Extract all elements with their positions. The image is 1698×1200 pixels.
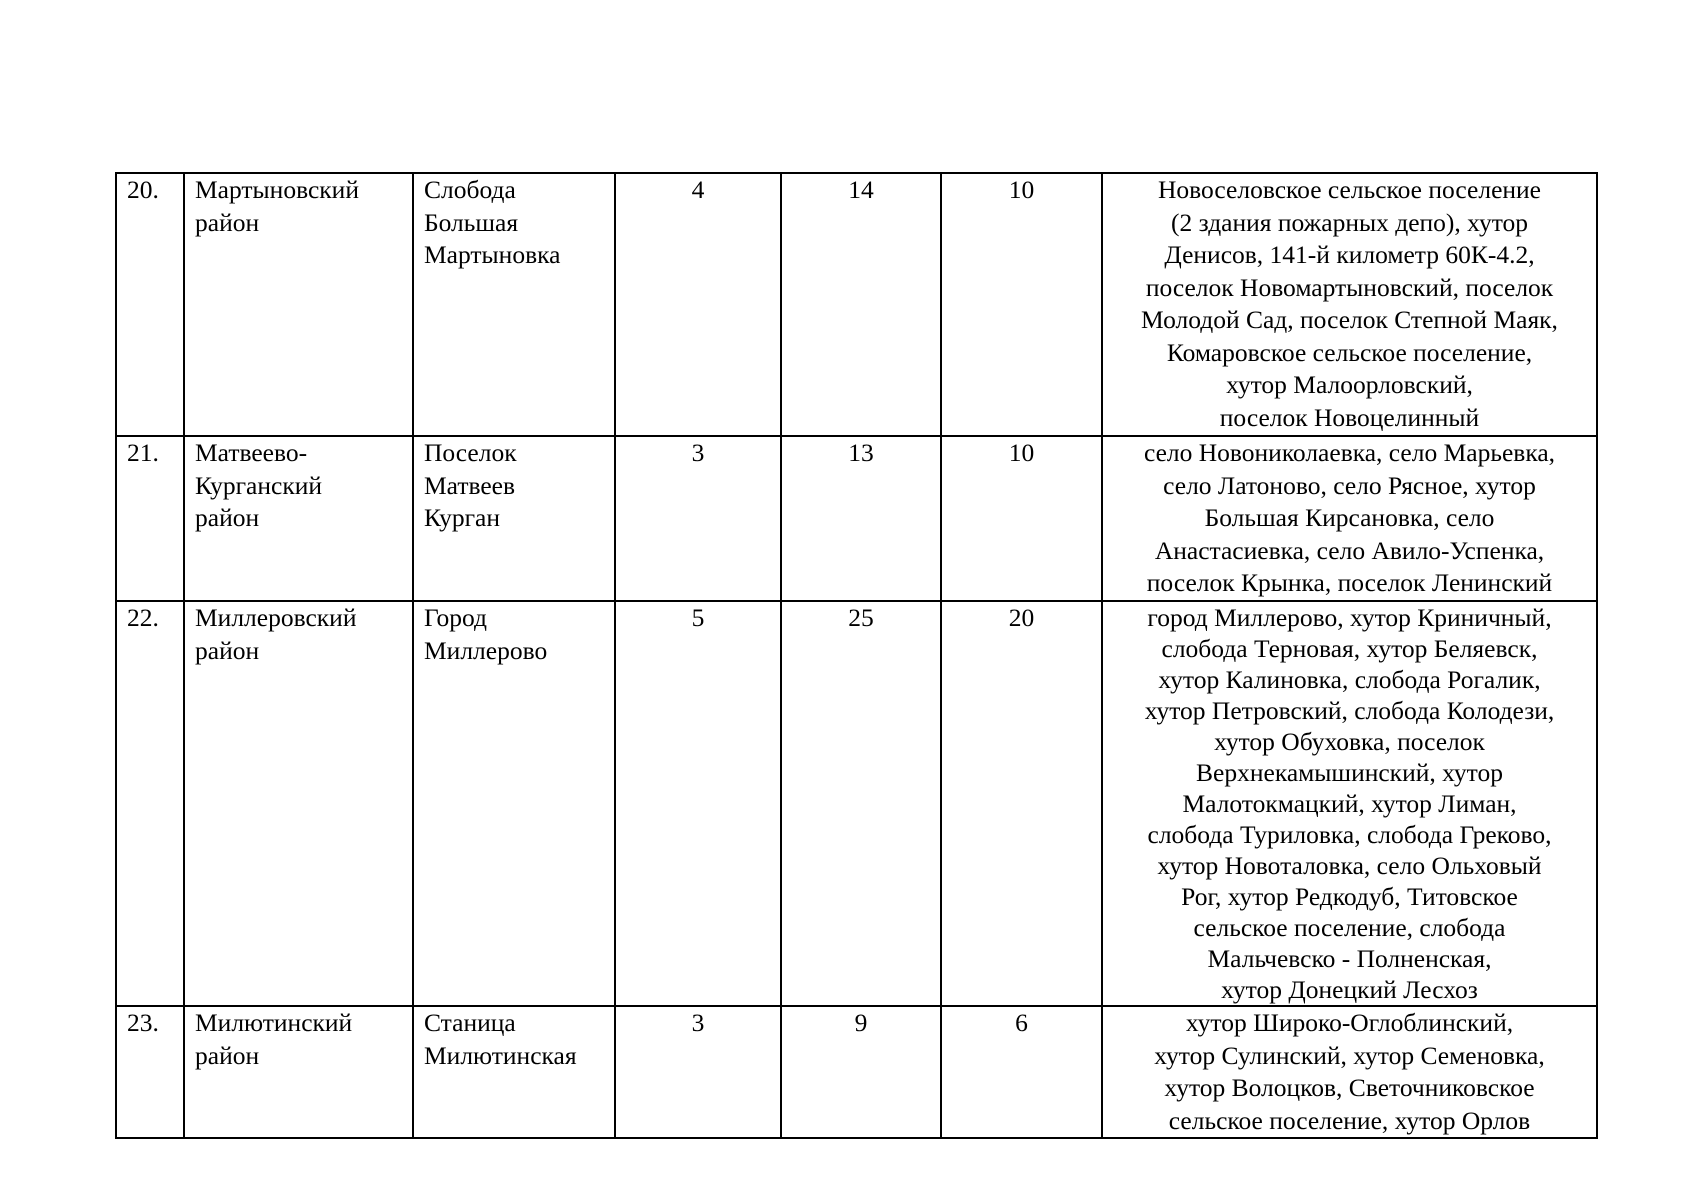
district-line: район <box>195 1040 260 1070</box>
places-line: Верхнекамышинский, хутор <box>1196 758 1503 787</box>
center-cell <box>413 173 615 436</box>
value-cell: 10 <box>941 173 1102 436</box>
center-line: Курган <box>424 503 501 532</box>
places-line: Мальчевско - Полненская, <box>1207 944 1492 973</box>
value-cell: 9 <box>781 1006 941 1138</box>
places-line: хутор Новоталовка, село Ольховый <box>1157 851 1542 880</box>
places-line: Малотокмацкий, хутор Лиман, <box>1182 789 1517 818</box>
district-cell <box>184 1006 413 1138</box>
value-cell: 6 <box>941 1006 1102 1138</box>
district-cell <box>184 601 413 1006</box>
places-line: сельское поселение, хутор Орлов <box>1168 1105 1531 1135</box>
places-line: хутор Калиновка, слобода Рогалик, <box>1158 665 1541 694</box>
district-line: район <box>195 503 260 532</box>
table-row <box>116 601 1597 1006</box>
center-line: Поселок <box>424 438 517 467</box>
places-line: хутор Малоорловский, <box>1226 370 1473 399</box>
center-line: Милютинская <box>424 1040 577 1070</box>
places-line: поселок Новомартыновский, поселок <box>1145 272 1554 302</box>
district-cell <box>184 436 413 601</box>
table-row <box>116 436 1597 601</box>
places-line: хутор Волоцков, Светочниковское <box>1164 1073 1535 1102</box>
row-number: 20. <box>116 173 184 436</box>
places-line: Молодой Сад, поселок Степной Маяк, <box>1141 305 1558 334</box>
row-number: 23. <box>116 1006 184 1138</box>
value-cell: 14 <box>781 173 941 436</box>
places-line: Большая Кирсановка, село <box>1204 503 1495 532</box>
places-line: Рог, хутор Редкодуб, Титовское <box>1181 882 1518 911</box>
district-line: Милютинский <box>195 1008 353 1037</box>
table-row <box>116 1006 1597 1138</box>
district-cell <box>184 173 413 436</box>
places-line: хутор Петровский, слобода Колодези, <box>1144 696 1555 725</box>
places-cell <box>1102 1006 1597 1138</box>
value-cell: 3 <box>615 436 781 601</box>
places-cell <box>1102 601 1597 1006</box>
center-line: Большая <box>424 207 519 237</box>
center-line: Слобода <box>424 175 516 204</box>
district-line: Курганский <box>195 470 323 500</box>
places-line: город Миллерово, хутор Криничный, <box>1147 603 1552 632</box>
places-line: Анастасиевка, село Авило-Успенка, <box>1154 535 1545 565</box>
places-line: хутор Донецкий Лесхоз <box>1221 975 1478 1004</box>
center-cell <box>413 601 615 1006</box>
places-line: поселок Новоцелинный <box>1219 402 1480 432</box>
district-line: Мартыновский <box>195 175 359 204</box>
places-line: хутор Широко-Оглоблинский, <box>1185 1008 1514 1037</box>
center-cell <box>413 436 615 601</box>
value-cell: 20 <box>941 601 1102 1006</box>
places-line: поселок Крынка, поселок Ленинский <box>1146 568 1553 597</box>
value-cell: 3 <box>615 1006 781 1138</box>
places-line: хутор Обуховка, поселок <box>1214 727 1485 756</box>
places-line: сельское поселение, слобода <box>1193 913 1506 942</box>
value-cell: 25 <box>781 601 941 1006</box>
value-cell: 13 <box>781 436 941 601</box>
district-line: Матвеево- <box>195 438 308 467</box>
table-row <box>116 173 1597 436</box>
places-line: село Новониколаевка, село Марьевка, <box>1143 438 1556 467</box>
places-cell <box>1102 173 1597 436</box>
places-line: село Латоново, село Рясное, хутор <box>1163 470 1536 500</box>
row-number: 22. <box>116 601 184 1006</box>
places-line: слобода Терновая, хутор Беляевск, <box>1161 634 1538 663</box>
value-cell: 5 <box>615 601 781 1006</box>
district-line: район <box>195 635 260 665</box>
center-line: Станица <box>424 1008 516 1037</box>
district-line: Миллеровский <box>195 603 357 632</box>
places-line: Новоселовское сельское поселение <box>1158 175 1541 204</box>
district-line: район <box>195 207 260 237</box>
places-line: (2 здания пожарных депо), хутор <box>1170 207 1529 237</box>
places-line: Денисов, 141-й километр 60К-4.2, <box>1164 240 1535 269</box>
places-line: хутор Сулинский, хутор Семеновка, <box>1154 1040 1545 1070</box>
value-cell: 4 <box>615 173 781 436</box>
places-line: Комаровское сельское поселение, <box>1166 337 1533 367</box>
center-line: Город <box>424 603 487 632</box>
center-line: Матвеев <box>424 470 516 500</box>
value-cell: 10 <box>941 436 1102 601</box>
settlements-table <box>115 172 1598 1139</box>
center-cell <box>413 1006 615 1138</box>
places-line: слобода Туриловка, слобода Греково, <box>1147 820 1552 849</box>
places-cell <box>1102 436 1597 601</box>
center-line: Миллерово <box>424 635 548 665</box>
row-number: 21. <box>116 436 184 601</box>
center-line: Мартыновка <box>424 240 561 269</box>
